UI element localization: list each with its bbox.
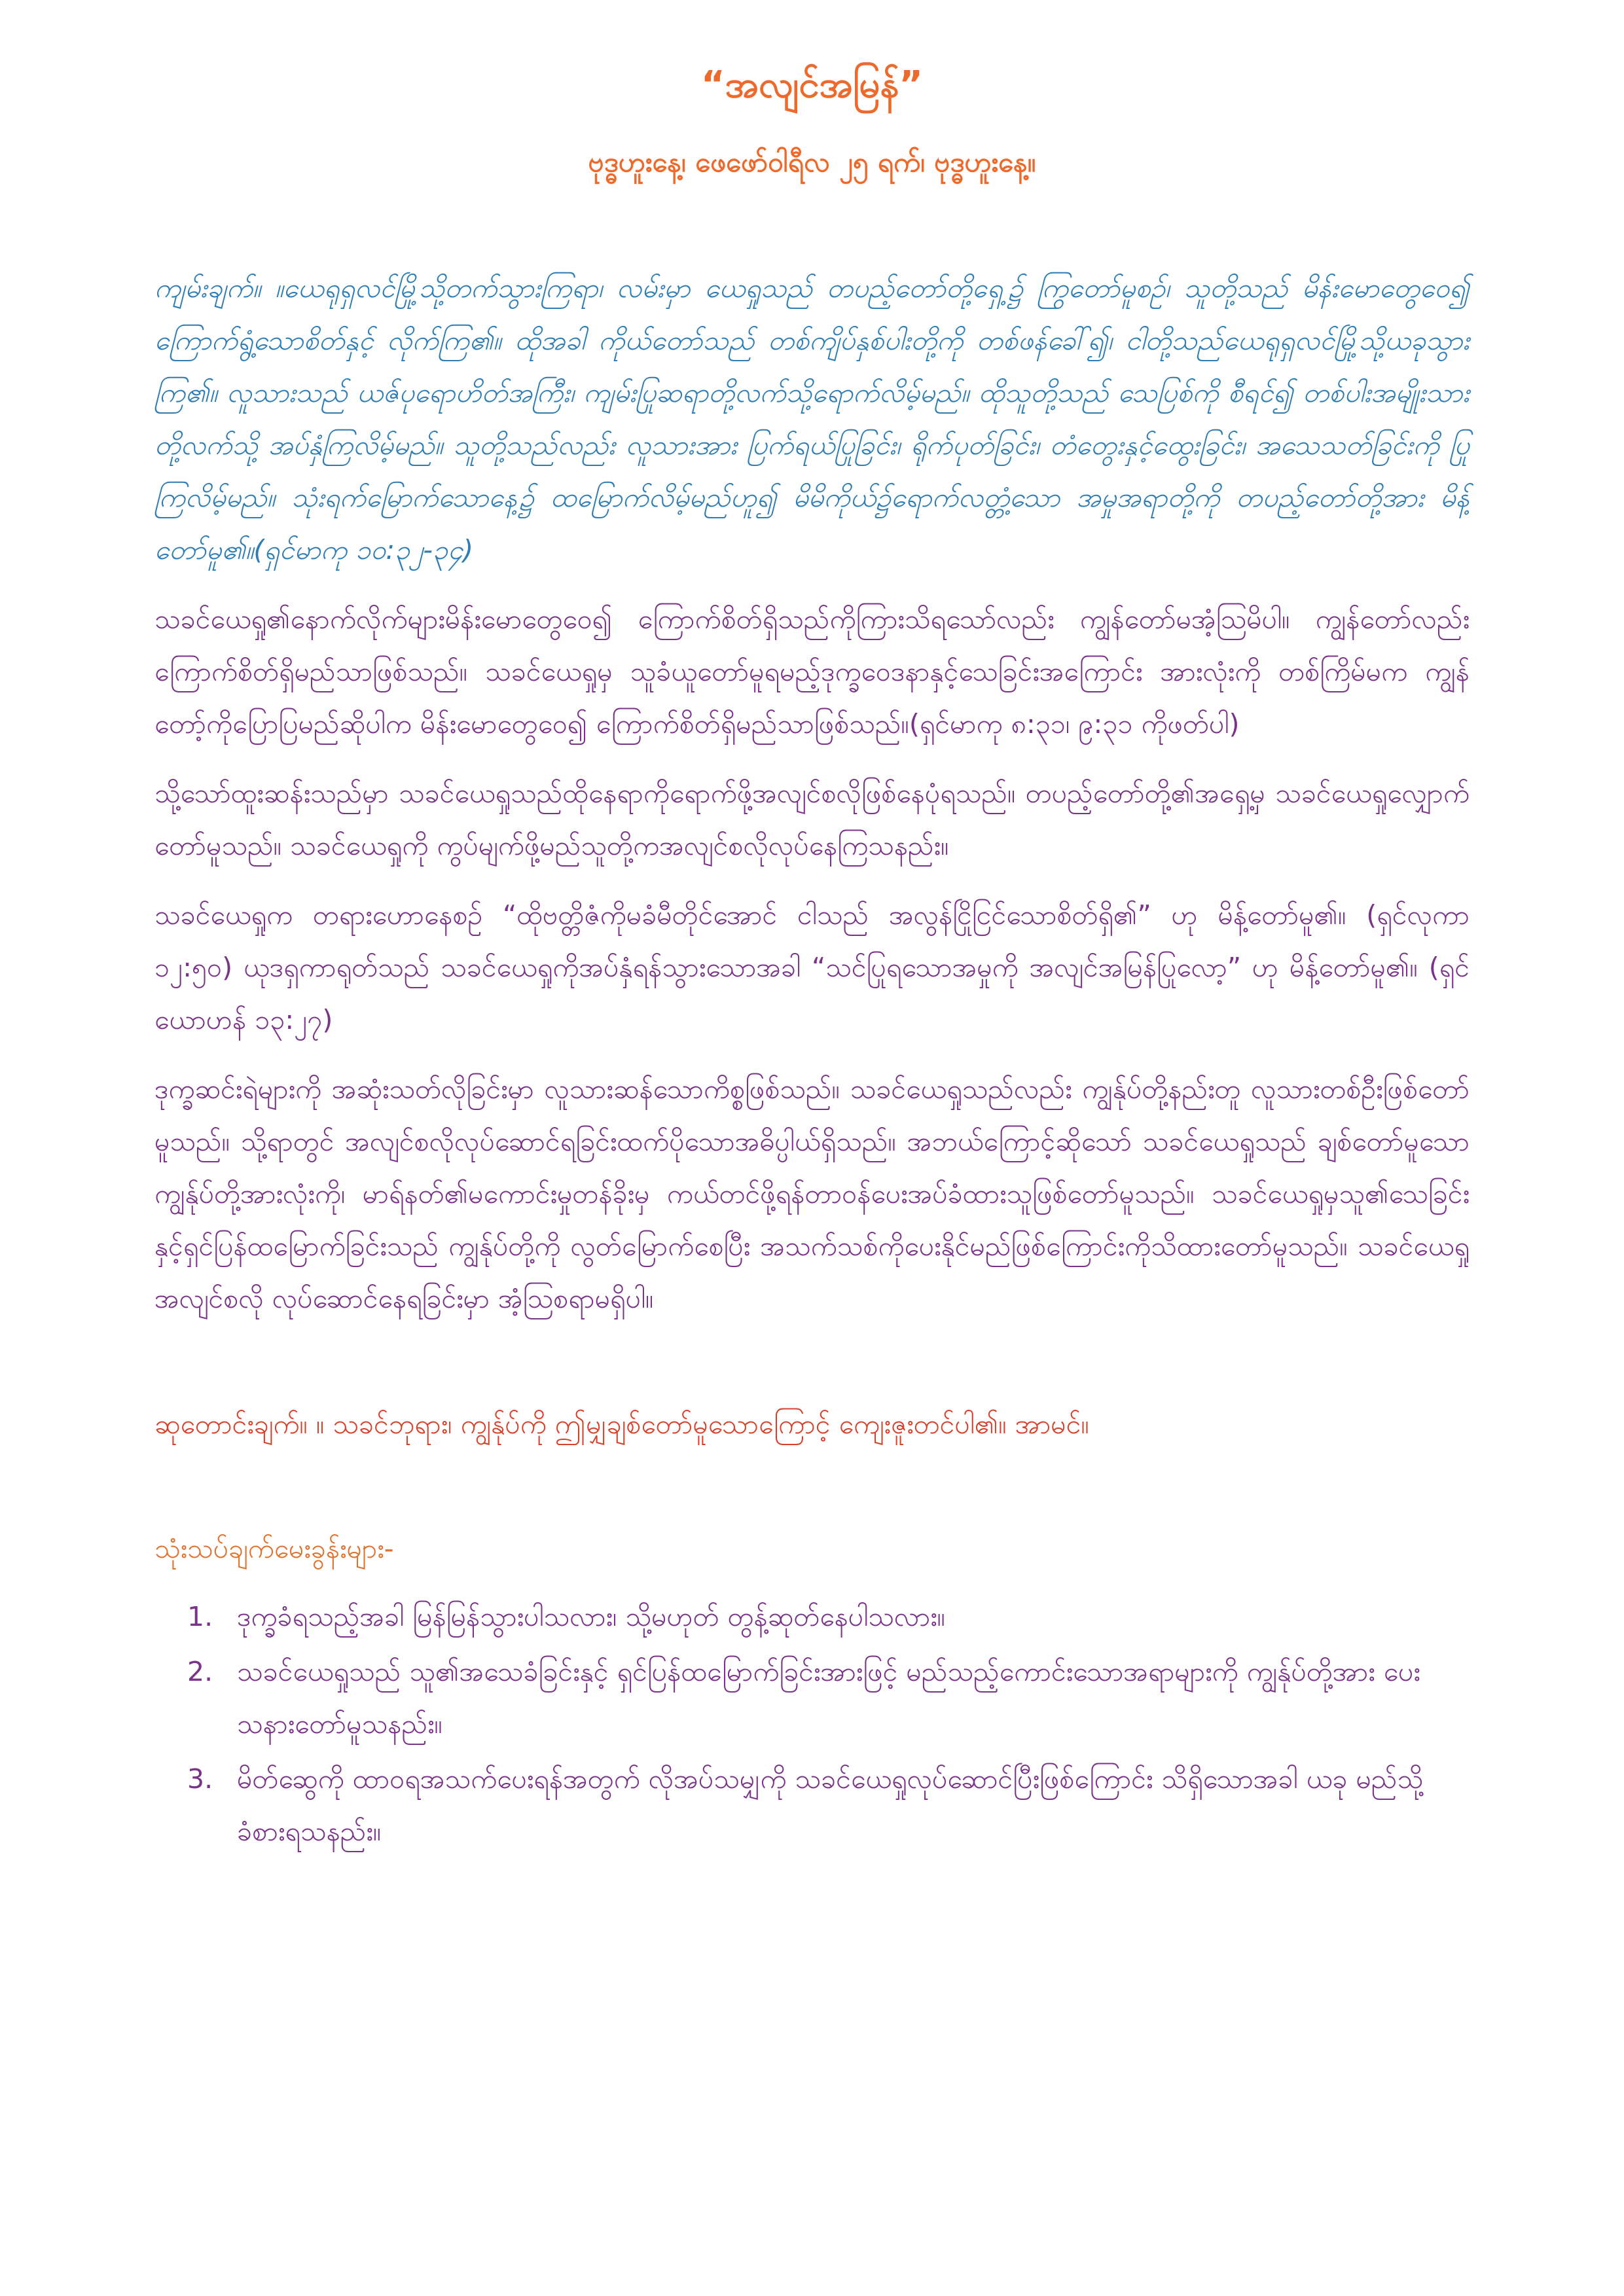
reflection-questions-list bbox=[154, 1590, 1470, 1857]
page-title: “အလျင်အမြန်” bbox=[700, 63, 924, 106]
question-text: ဒုက္ခခံရသည့်အခါ မြန်မြန်သွားပါသလား၊ သို့မဟုတ် တွန့်ဆုတ်နေပါသလား။ bbox=[237, 1601, 946, 1632]
question-item-3 bbox=[187, 1753, 1470, 1857]
prayer-line: ဆုတောင်းချက်။ ။ သခင်ဘုရား၊ ကျွန်ုပ်ကို ဤမျှချစ်တော်မူသောကြောင့် ကျေးဇူးတင်ပါ၏။ အာမင်။ bbox=[154, 1408, 1089, 1440]
question-item-1 bbox=[187, 1590, 1470, 1643]
body-paragraph-4: ဒုက္ခဆင်းရဲများကို အဆုံးသတ်လိုခြင်းမှာ လူသားဆန်သောကိစ္စဖြစ်သည်။ သခင်ယေရှုသည်လည်း ကျွန်ုပ်တို့နည်းတူ လူသားတစ်ဦးဖြစ်တော်မူသည်။ သို့ရာတွင် အလျင်စလိုလုပ်ဆောင်ရခြင်းထက်ပိုသောအဓိပ္ပါယ်ရှိသည်။ အဘယ်ကြောင့်ဆိုသော် သခင်ယေရှုသည် ချစ်တော်မူသောကျွန်ုပ်တို့အားလုံးကို၊ မာရ်နတ်၏မကောင်းမှုတန်ခိုးမှ ကယ်တင်ဖို့ရန်တာဝန်ပေးအပ်ခံထားသူဖြစ်တော်မူသည်။ သခင်ယေရှုမှသူ၏သေခြင်းနှင့်ရှင်ပြန်ထမြောက်ခြင်းသည် ကျွန်ုပ်တို့ကို လွတ်မြောက်စေပြီး အသက်သစ်ကိုပေးနိုင်မည်ဖြစ်ကြောင်းကိုသိထားတော်မူသည်။ သခင်ယေရှုအလျင်စလို လုပ်ဆောင်နေရခြင်းမှာ အံ့သြစရာမရှိပါ။ bbox=[154, 1073, 1470, 1314]
question-number: 3. bbox=[187, 1763, 213, 1795]
body-paragraph-3: သခင်ယေရှုက တရားဟောနေစဉ် “ထိုဗတ္တိဇံကိုမခံမီတိုင်အောင် ငါသည် အလွန်ငြိုငြင်သောစိတ်ရှိ၏” ဟု မိန့်တော်မူ၏။ (ရှင်လုကာ ၁၂:၅၀) ယုဒရှကာရုတ်သည် သခင်ယေရှုကိုအပ်နှံရန်သွားသောအခါ “သင်ပြုရသောအမှုကို အလျင်အမြန်ပြုလော့” ဟု မိန့်တော်မူ၏။ (ရှင်ယောဟန် ၁၃:၂၇) bbox=[154, 899, 1470, 1035]
question-text: သခင်ယေရှုသည် သူ၏အသေခံခြင်းနှင့် ရှင်ပြန်ထမြောက်ခြင်းအားဖြင့် မည်သည့်ကောင်းသောအရာများကို ကျွန်ုပ်တို့အား ပေးသနားတော်မူသနည်း။ bbox=[237, 1656, 1420, 1740]
body-paragraph-2: သို့သော်ထူးဆန်းသည်မှာ သခင်ယေရှုသည်ထိုနေရာကိုရောက်ဖို့အလျင်စလိုဖြစ်နေပုံရသည်။ တပည့်တော်တို့၏အရှေ့မှ သခင်ယေရှုလျှောက်တော်မူသည်။ သခင်ယေရှုကို ကွပ်မျက်ဖို့မည်သူတို့ကအလျင်စလိုလုပ်နေကြသနည်း။ bbox=[154, 778, 1470, 861]
reflection-questions-heading: သုံးသပ်ချက်မေးခွန်းများ- bbox=[154, 1533, 394, 1564]
question-number: 1. bbox=[187, 1601, 213, 1632]
date-line: ဗုဒ္ဓဟူးနေ့၊ ဖေဖော်ဝါရီလ ၂၅ ရက်၊ ဗုဒ္ဓဟူးနေ့။ bbox=[588, 146, 1036, 178]
question-text: မိတ်ဆွေကို ထာဝရအသက်ပေးရန်အတွက် လိုအပ်သမျှကို သခင်ယေရှုလုပ်ဆောင်ပြီးဖြစ်ကြောင်း သိရှိသောအခါ ယခု မည်သို့ခံစားရသနည်း။ bbox=[237, 1763, 1424, 1847]
question-number: 2. bbox=[187, 1656, 213, 1687]
body-paragraph-1: သခင်ယေရှု၏နောက်လိုက်များမိန်းမောတွေဝေ၍ ကြောက်စိတ်ရှိသည်ကိုကြားသိရသော်လည်း ကျွန်တော်မအံ့သြမိပါ။ ကျွန်တော်လည်း ကြောက်စိတ်ရှိမည်သာဖြစ်သည်။ သခင်ယေရှုမှ သူခံယူတော်မူရမည့်ဒုက္ခဝေဒနာနှင့်သေခြင်းအကြောင်း အားလုံးကို တစ်ကြိမ်မက ကျွန်တော့်ကိုပြောပြမည်ဆိုပါက မိန်းမောတွေဝေ၍ ကြောက်စိတ်ရှိမည်သာဖြစ်သည်။(ရှင်မာကု ၈:၃၁၊ ၉:၃၁ ကိုဖတ်ပါ) bbox=[154, 603, 1470, 740]
question-item-2 bbox=[187, 1645, 1470, 1750]
scripture-passage: ကျမ်းချက်။ ။ယေရုရှလင်မြို့သို့တက်သွားကြရာ၊ လမ်းမှာ ယေရှုသည် တပည့်တော်တို့ရှေ့၌ ကြွတော်မူစဉ်၊ သူတို့သည် မိန်းမောတွေဝေ၍ ကြောက်ရွံ့သောစိတ်နှင့် လိုက်ကြ၏။ ထိုအခါ ကိုယ်တော်သည် တစ်ကျိပ်နှစ်ပါးတို့ကို တစ်ဖန်ခေါ်၍၊ ငါတို့သည်ယေရုရှလင်မြို့သို့ယခုသွားကြ၏။ လူသားသည် ယဇ်ပုရောဟိတ်အကြီး၊ ကျမ်းပြုဆရာတို့လက်သို့ရောက်လိမ့်မည်။ ထိုသူတို့သည် သေပြစ်ကို စီရင်၍ တစ်ပါးအမျိုးသားတို့လက်သို့ အပ်နှံကြလိမ့်မည်။ သူတို့သည်လည်း လူသားအား ပြက်ရယ်ပြုခြင်း၊ ရိုက်ပုတ်ခြင်း၊ တံတွေးနှင့်ထွေးခြင်း၊ အသေသတ်ခြင်းကို ပြုကြလိမ့်မည်။ သုံးရက်မြောက်သောနေ့၌ ထမြောက်လိမ့်မည်ဟူ၍ မိမိကိုယ်၌ရောက်လတ္တံ့သော အမှုအရာတို့ကို တပည့်တော်တို့အား မိန့်တော်မူ၏။(ရှင်မာကု ၁၀:၃၂-၃၄) bbox=[154, 272, 1470, 565]
